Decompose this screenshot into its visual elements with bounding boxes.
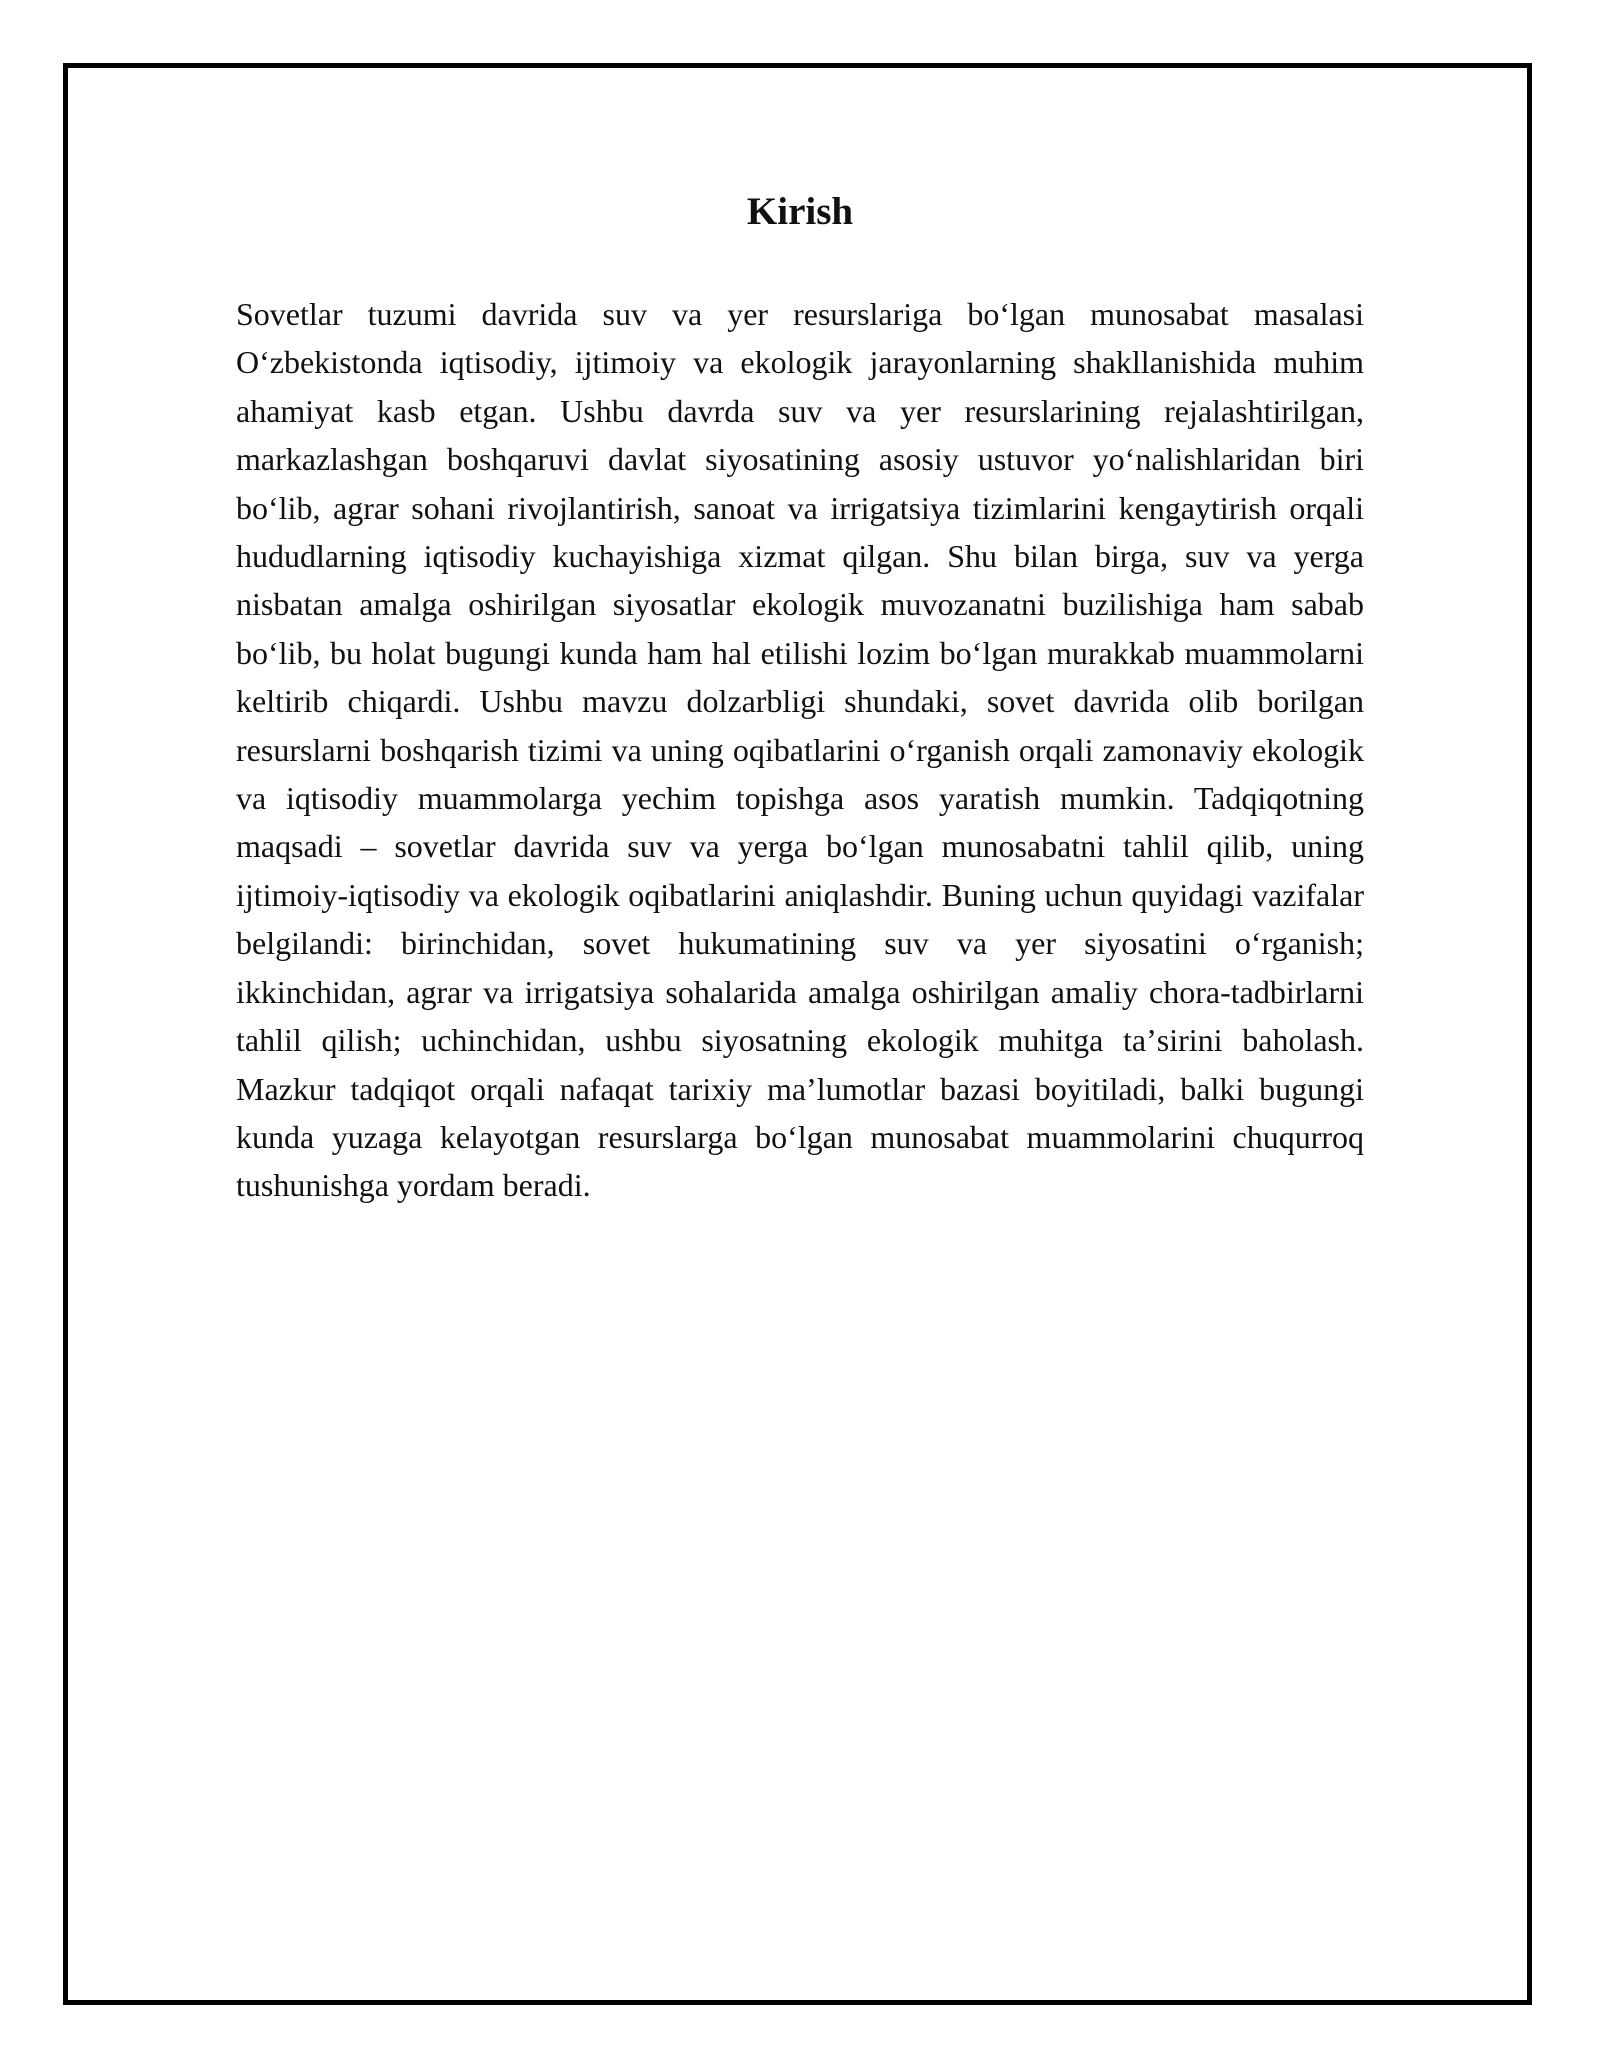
page-title: Kirish [746,190,854,233]
body-paragraph: Sovetlar tuzumi davrida suv va yer resurslariga boʻlgan munosabat masalasi Oʻzbekistonda iqtisodiy, ijtimoiy va ekologik jarayonlarning shakllanishida muhim ahamiyat kasb etgan. Ushbu davrda suv va yer resurslarining rejalashtirilgan, markazlashgan boshqaruvi davlat siyosatining asosiy ustuvor yoʻnalishlaridan biri boʻlib, agrar sohani rivojlantirish, sanoat va irrigatsiya tizimlarini kengaytirish orqali hududlarning iqtisodiy kuchayishiga xizmat qilgan. Shu bilan birga, suv va yerga nisbatan amalga oshirilgan siyosatlar ekologik muvozanatni buzilishiga ham sabab boʻlib, bu holat bugungi kunda ham hal etilishi lozim boʻlgan murakkab muammolarni keltirib chiqardi. Ushbu mavzu dolzarbligi shundaki, sovet davrida olib borilgan resurslarni boshqarish tizimi va uning oqibatlarini oʻrganish orqali zamonaviy ekologik va iqtisodiy muammolarga yechim topishga asos yaratish mumkin. Tadqiqotning maqsadi – sovetlar davrida suv va yerga boʻlgan munosabatni tahlil qilib, uning ijtimoiy-iqtisodiy va ekologik oqibatlarini aniqlashdir. Buning uchun quyidagi vazifalar belgilandi: birinchidan, sovet hukumatining suv va yer siyosatini oʻrganish; ikkinchidan, agrar va irrigatsiya sohalarida amalga oshirilgan amaliy chora-tadbirlarni tahlil qilish; uchinchidan, ushbu siyosatning ekologik muhitga taʼsirini baholash. Mazkur tadqiqot orqali nafaqat tarixiy maʼlumotlar bazasi boyitiladi, balki bugungi kunda yuzaga kelayotgan resurslarga boʻlgan munosabat muammolarini chuqurroq tushunishga yordam beradi. [236,296,1364,1204]
